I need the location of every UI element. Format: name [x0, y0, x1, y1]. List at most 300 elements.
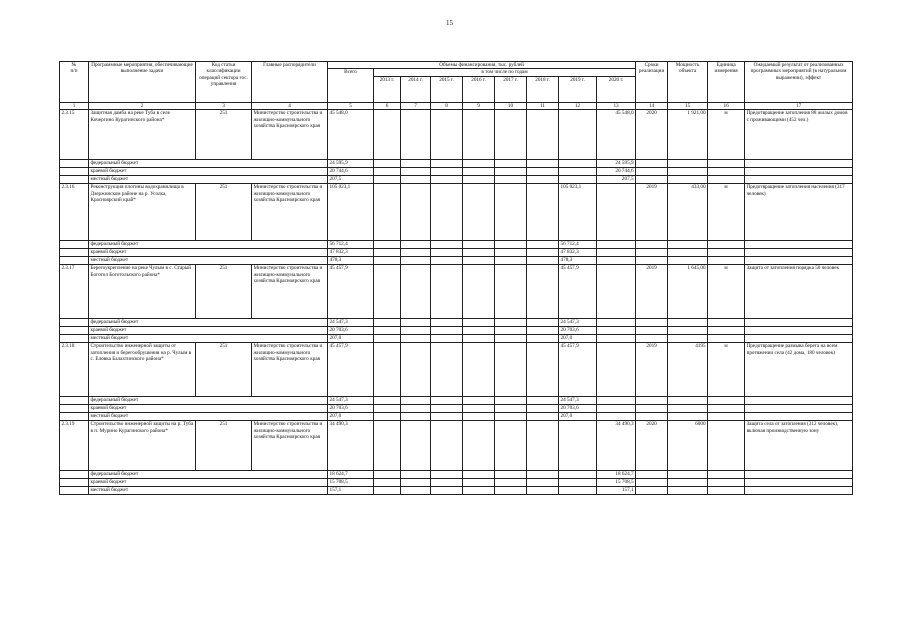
header-code: Код статьи классификации операций сектора гос. управления — [196, 62, 252, 103]
item-name: Строительство инженерной защиты от затопления и берегообрушения на р. Чулым в с. Еловка Балахтинского района* — [89, 343, 196, 397]
budget-row — [60, 319, 853, 327]
column-number: 10 — [495, 102, 527, 109]
budget-2019: 56 712,4 — [559, 241, 597, 249]
budget-2019 — [559, 479, 597, 487]
budget-total: 24 547,3 — [328, 319, 374, 327]
budget-row — [60, 487, 853, 495]
year-cell-empty — [374, 343, 401, 397]
budget-row — [60, 335, 853, 343]
budget-total: 157,1 — [328, 487, 374, 495]
year-cell-empty — [495, 176, 527, 184]
trailing-cell-empty — [745, 487, 853, 495]
budget-total: 24 547,3 — [328, 397, 374, 405]
budget-2020 — [597, 335, 636, 343]
item-result: Предотвращение размыва берега на всем протяжении села (42 дома, 180 человек) — [745, 343, 853, 397]
year-cell-empty — [495, 184, 527, 241]
trailing-cell-empty — [668, 487, 708, 495]
year-cell-empty — [431, 265, 463, 319]
column-number: 2 — [89, 102, 196, 109]
year-cell-empty — [463, 249, 495, 257]
year-cell-empty — [463, 265, 495, 319]
budget-2020 — [597, 241, 636, 249]
budget-no-empty — [60, 319, 89, 327]
trailing-cell-empty — [708, 479, 745, 487]
column-number: 7 — [401, 102, 431, 109]
trailing-cell-empty — [708, 241, 745, 249]
year-cell-empty — [495, 168, 527, 176]
year-cell-empty — [431, 487, 463, 495]
year-cell-empty — [495, 397, 527, 405]
budget-2020 — [597, 249, 636, 257]
header-capacity: Мощность объекта — [668, 62, 708, 103]
budget-2020: 207,5 — [597, 176, 636, 184]
year-cell-empty — [527, 343, 559, 397]
year-cell-empty — [527, 265, 559, 319]
year-cell-empty — [374, 257, 401, 265]
year-cell-empty — [401, 327, 431, 335]
year-cell-empty — [495, 327, 527, 335]
year-cell-empty — [431, 405, 463, 413]
item-total: 45 457,9 — [328, 265, 374, 319]
year-cell-empty — [401, 184, 431, 241]
budget-no-empty — [60, 176, 89, 184]
year-cell-empty — [374, 397, 401, 405]
trailing-cell-empty — [708, 168, 745, 176]
budget-label: краевой бюджет — [89, 479, 328, 487]
year-cell-empty — [431, 421, 463, 471]
item-number: 2.3.17 — [60, 265, 89, 319]
item-unit: м — [708, 343, 745, 397]
budget-label: федеральный бюджет — [89, 319, 328, 327]
year-cell-empty — [495, 265, 527, 319]
trailing-cell-empty — [636, 405, 668, 413]
year-cell-empty — [431, 413, 463, 421]
year-cell-empty — [401, 249, 431, 257]
item-term: 2019 — [636, 265, 668, 319]
header-no: № п/п — [60, 62, 89, 103]
item-name: Строительство инженерной защиты на р. Туба в п. Мурино Курагинского района* — [89, 421, 196, 471]
budget-2019: 24 547,3 — [559, 319, 597, 327]
trailing-cell-empty — [636, 413, 668, 421]
header-program: Программные мероприятия, обеспечивающие выполнение задачи — [89, 62, 196, 103]
item-2019: 45 457,9 — [559, 343, 597, 397]
year-cell-empty — [374, 471, 401, 479]
table-row — [60, 421, 853, 471]
budget-total: 18 624,7 — [328, 471, 374, 479]
item-result: Предотвращение затопления 88 жилых домов с проживающими (452 чел.) — [745, 110, 853, 160]
year-cell-empty — [527, 327, 559, 335]
item-name: Берегоукрепление на реке Чулым в с. Старый Боготол Боготольского района* — [89, 265, 196, 319]
column-number: 12 — [559, 102, 597, 109]
trailing-cell-empty — [708, 487, 745, 495]
year-cell-empty — [463, 413, 495, 421]
item-capacity: 1 921,00 — [668, 110, 708, 160]
trailing-cell-empty — [745, 397, 853, 405]
budget-label: краевой бюджет — [89, 168, 328, 176]
trailing-cell-empty — [636, 479, 668, 487]
year-cell-empty — [374, 265, 401, 319]
budget-label: местный бюджет — [89, 335, 328, 343]
budget-row — [60, 413, 853, 421]
budget-2020 — [597, 319, 636, 327]
trailing-cell-empty — [668, 413, 708, 421]
item-2020: 45 548,0 — [597, 110, 636, 160]
year-cell-empty — [431, 397, 463, 405]
trailing-cell-empty — [668, 176, 708, 184]
trailing-cell-empty — [636, 471, 668, 479]
item-term: 2019 — [636, 343, 668, 397]
year-cell-empty — [463, 168, 495, 176]
item-number: 2.3.19 — [60, 421, 89, 471]
item-capacity: 1 645,00 — [668, 265, 708, 319]
header-year: 2020 г. — [597, 76, 636, 102]
trailing-cell-empty — [668, 335, 708, 343]
year-cell-empty — [463, 343, 495, 397]
budget-2019 — [559, 487, 597, 495]
trailing-cell-empty — [636, 257, 668, 265]
year-cell-empty — [527, 413, 559, 421]
year-cell-empty — [463, 241, 495, 249]
budget-2019 — [559, 176, 597, 184]
trailing-cell-empty — [668, 249, 708, 257]
item-unit: м — [708, 265, 745, 319]
year-cell-empty — [374, 160, 401, 168]
item-number: 2.3.18 — [60, 343, 89, 397]
budget-2019: 478,3 — [559, 257, 597, 265]
year-cell-empty — [527, 110, 559, 160]
trailing-cell-empty — [745, 160, 853, 168]
year-cell-empty — [527, 471, 559, 479]
year-cell-empty — [431, 257, 463, 265]
year-cell-empty — [431, 471, 463, 479]
trailing-cell-empty — [708, 160, 745, 168]
year-cell-empty — [431, 327, 463, 335]
header-volumes: Объемы финансирования, тыс. рублей — [328, 62, 636, 69]
item-result: Защита от затопления порядка 50 человек — [745, 265, 853, 319]
year-cell-empty — [463, 335, 495, 343]
trailing-cell-empty — [708, 405, 745, 413]
budget-2019 — [559, 471, 597, 479]
column-number: 8 — [431, 102, 463, 109]
item-2019 — [559, 421, 597, 471]
year-cell-empty — [401, 479, 431, 487]
trailing-cell-empty — [668, 160, 708, 168]
header-year: 2014 г. — [401, 76, 431, 102]
year-cell-empty — [374, 487, 401, 495]
year-cell-empty — [374, 249, 401, 257]
year-cell-empty — [401, 343, 431, 397]
trailing-cell-empty — [708, 413, 745, 421]
budget-label: краевой бюджет — [89, 327, 328, 335]
budget-row — [60, 160, 853, 168]
trailing-cell-empty — [745, 335, 853, 343]
year-cell-empty — [463, 405, 495, 413]
budget-no-empty — [60, 405, 89, 413]
year-cell-empty — [401, 265, 431, 319]
item-code: 251 — [196, 184, 252, 241]
year-cell-empty — [401, 487, 431, 495]
budget-row — [60, 241, 853, 249]
budget-no-empty — [60, 397, 89, 405]
year-cell-empty — [463, 479, 495, 487]
trailing-cell-empty — [668, 327, 708, 335]
budget-row — [60, 257, 853, 265]
year-cell-empty — [401, 413, 431, 421]
column-number: 16 — [708, 102, 745, 109]
item-number: 2.3.16 — [60, 184, 89, 241]
year-cell-empty — [495, 479, 527, 487]
table-row — [60, 343, 853, 397]
table-body — [60, 110, 853, 495]
trailing-cell-empty — [636, 335, 668, 343]
budget-2020 — [597, 413, 636, 421]
item-manager: Министерство строительства и жилищно-коммунального хозяйства Красноярского края — [252, 421, 328, 471]
trailing-cell-empty — [745, 319, 853, 327]
financing-table — [59, 61, 853, 495]
trailing-cell-empty — [668, 168, 708, 176]
year-cell-empty — [431, 241, 463, 249]
trailing-cell-empty — [668, 471, 708, 479]
year-cell-empty — [374, 319, 401, 327]
budget-2020 — [597, 257, 636, 265]
budget-label: федеральный бюджет — [89, 471, 328, 479]
budget-no-empty — [60, 487, 89, 495]
header-by-years: в том числе по годам — [374, 69, 636, 76]
budget-no-empty — [60, 168, 89, 176]
trailing-cell-empty — [745, 241, 853, 249]
year-cell-empty — [401, 160, 431, 168]
item-term: 2020 — [636, 110, 668, 160]
trailing-cell-empty — [745, 327, 853, 335]
year-cell-empty — [401, 421, 431, 471]
budget-2019: 20 703,6 — [559, 327, 597, 335]
year-cell-empty — [527, 335, 559, 343]
year-cell-empty — [401, 257, 431, 265]
item-2019 — [559, 110, 597, 160]
year-cell-empty — [374, 176, 401, 184]
trailing-cell-empty — [668, 479, 708, 487]
year-cell-empty — [431, 479, 463, 487]
year-cell-empty — [431, 335, 463, 343]
table-row — [60, 110, 853, 160]
budget-2020 — [597, 405, 636, 413]
year-cell-empty — [463, 421, 495, 471]
year-cell-empty — [401, 471, 431, 479]
column-number: 3 — [196, 102, 252, 109]
column-number: 6 — [374, 102, 401, 109]
year-cell-empty — [401, 110, 431, 160]
year-cell-empty — [431, 319, 463, 327]
trailing-cell-empty — [708, 249, 745, 257]
item-total: 45 457,9 — [328, 343, 374, 397]
year-cell-empty — [495, 319, 527, 327]
year-cell-empty — [431, 249, 463, 257]
column-number: 9 — [463, 102, 495, 109]
year-cell-empty — [463, 397, 495, 405]
budget-label: краевой бюджет — [89, 405, 328, 413]
trailing-cell-empty — [708, 335, 745, 343]
item-2020: 34 490,3 — [597, 421, 636, 471]
budget-no-empty — [60, 327, 89, 335]
budget-label: местный бюджет — [89, 257, 328, 265]
year-cell-empty — [401, 176, 431, 184]
year-cell-empty — [495, 343, 527, 397]
trailing-cell-empty — [636, 319, 668, 327]
budget-no-empty — [60, 249, 89, 257]
budget-row — [60, 327, 853, 335]
year-cell-empty — [374, 413, 401, 421]
year-cell-empty — [527, 487, 559, 495]
budget-2020: 157,1 — [597, 487, 636, 495]
year-cell-empty — [527, 160, 559, 168]
table-row — [60, 265, 853, 319]
page-number: 15 — [446, 19, 453, 27]
year-cell-empty — [527, 168, 559, 176]
item-term: 2020 — [636, 421, 668, 471]
year-cell-empty — [495, 471, 527, 479]
budget-row — [60, 176, 853, 184]
budget-total: 207,5 — [328, 176, 374, 184]
year-cell-empty — [463, 471, 495, 479]
year-cell-empty — [495, 257, 527, 265]
budget-2020 — [597, 397, 636, 405]
column-number: 14 — [636, 102, 668, 109]
year-cell-empty — [495, 241, 527, 249]
year-cell-empty — [374, 405, 401, 413]
budget-2020: 20 744,6 — [597, 168, 636, 176]
year-cell-empty — [401, 241, 431, 249]
trailing-cell-empty — [708, 257, 745, 265]
year-cell-empty — [374, 335, 401, 343]
budget-no-empty — [60, 241, 89, 249]
year-cell-empty — [495, 413, 527, 421]
trailing-cell-empty — [636, 487, 668, 495]
item-capacity: 6000 — [668, 421, 708, 471]
year-cell-empty — [495, 335, 527, 343]
item-result: Предотвращение затопления населения (317 человек) — [745, 184, 853, 241]
item-name: Защитная дамба на реке Туба в селе Кочергино Курагинского района* — [89, 110, 196, 160]
column-number: 17 — [745, 102, 853, 109]
year-cell-empty — [431, 110, 463, 160]
item-code: 251 — [196, 343, 252, 397]
item-number: 2.3.15 — [60, 110, 89, 160]
year-cell-empty — [431, 168, 463, 176]
item-unit — [708, 421, 745, 471]
budget-no-empty — [60, 471, 89, 479]
trailing-cell-empty — [636, 327, 668, 335]
budget-2020: 15 708,5 — [597, 479, 636, 487]
header-year: 2018 г. — [527, 76, 559, 102]
budget-label: федеральный бюджет — [89, 397, 328, 405]
year-cell-empty — [374, 327, 401, 335]
header-manager: Главные распорядители — [252, 62, 328, 103]
year-cell-empty — [463, 160, 495, 168]
header-year: 2019 г. — [559, 76, 597, 102]
year-cell-empty — [527, 176, 559, 184]
header-result: Ожидаемый результат от реализованных программных мероприятий (в натуральном выражении), эффект — [745, 62, 853, 103]
year-cell-empty — [527, 257, 559, 265]
trailing-cell-empty — [708, 327, 745, 335]
column-number: 11 — [527, 102, 559, 109]
year-cell-empty — [401, 168, 431, 176]
year-cell-empty — [374, 479, 401, 487]
item-total: 105 023,1 — [328, 184, 374, 241]
item-code: 251 — [196, 421, 252, 471]
budget-2019: 207,0 — [559, 335, 597, 343]
year-cell-empty — [374, 110, 401, 160]
budget-label: федеральный бюджет — [89, 160, 328, 168]
item-2020 — [597, 265, 636, 319]
item-code: 251 — [196, 265, 252, 319]
budget-total: 20 744,6 — [328, 168, 374, 176]
budget-2019 — [559, 168, 597, 176]
trailing-cell-empty — [745, 176, 853, 184]
year-cell-empty — [463, 176, 495, 184]
item-manager: Министерство строительства и жилищно-коммунального хозяйства Красноярского края — [252, 110, 328, 160]
budget-2020: 18 624,7 — [597, 471, 636, 479]
item-2019: 45 457,9 — [559, 265, 597, 319]
trailing-cell-empty — [745, 249, 853, 257]
header-year: 2016 г. — [463, 76, 495, 102]
budget-label: местный бюджет — [89, 487, 328, 495]
budget-2019: 24 547,3 — [559, 397, 597, 405]
item-manager: Министерство строительства и жилищно-коммунального хозяйства Красноярского края — [252, 184, 328, 241]
budget-total: 207,0 — [328, 413, 374, 421]
item-2019: 105 023,1 — [559, 184, 597, 241]
column-number: 13 — [597, 102, 636, 109]
column-number-row — [60, 102, 853, 109]
trailing-cell-empty — [636, 249, 668, 257]
budget-no-empty — [60, 479, 89, 487]
budget-total: 47 832,3 — [328, 249, 374, 257]
trailing-cell-empty — [636, 168, 668, 176]
trailing-cell-empty — [668, 405, 708, 413]
item-unit: м — [708, 110, 745, 160]
budget-2019: 47 832,3 — [559, 249, 597, 257]
budget-label: федеральный бюджет — [89, 241, 328, 249]
budget-no-empty — [60, 335, 89, 343]
year-cell-empty — [495, 405, 527, 413]
item-total: 45 548,0 — [328, 110, 374, 160]
year-cell-empty — [431, 343, 463, 397]
trailing-cell-empty — [708, 471, 745, 479]
year-cell-empty — [401, 335, 431, 343]
trailing-cell-empty — [708, 176, 745, 184]
trailing-cell-empty — [745, 168, 853, 176]
budget-row — [60, 471, 853, 479]
item-total: 34 490,3 — [328, 421, 374, 471]
budget-2019: 207,0 — [559, 413, 597, 421]
year-cell-empty — [431, 160, 463, 168]
year-cell-empty — [374, 421, 401, 471]
column-number: 5 — [328, 102, 374, 109]
budget-row — [60, 397, 853, 405]
year-cell-empty — [495, 110, 527, 160]
budget-no-empty — [60, 257, 89, 265]
item-code: 251 — [196, 110, 252, 160]
header-year: 2017 г. — [495, 76, 527, 102]
budget-label: краевой бюджет — [89, 249, 328, 257]
trailing-cell-empty — [636, 397, 668, 405]
year-cell-empty — [401, 319, 431, 327]
item-manager: Министерство строительства и жилищно-коммунального хозяйства Красноярского края — [252, 265, 328, 319]
trailing-cell-empty — [636, 160, 668, 168]
year-cell-empty — [463, 327, 495, 335]
budget-total: 15 708,5 — [328, 479, 374, 487]
year-cell-empty — [401, 397, 431, 405]
budget-total: 20 703,6 — [328, 405, 374, 413]
budget-total: 56 712,4 — [328, 241, 374, 249]
